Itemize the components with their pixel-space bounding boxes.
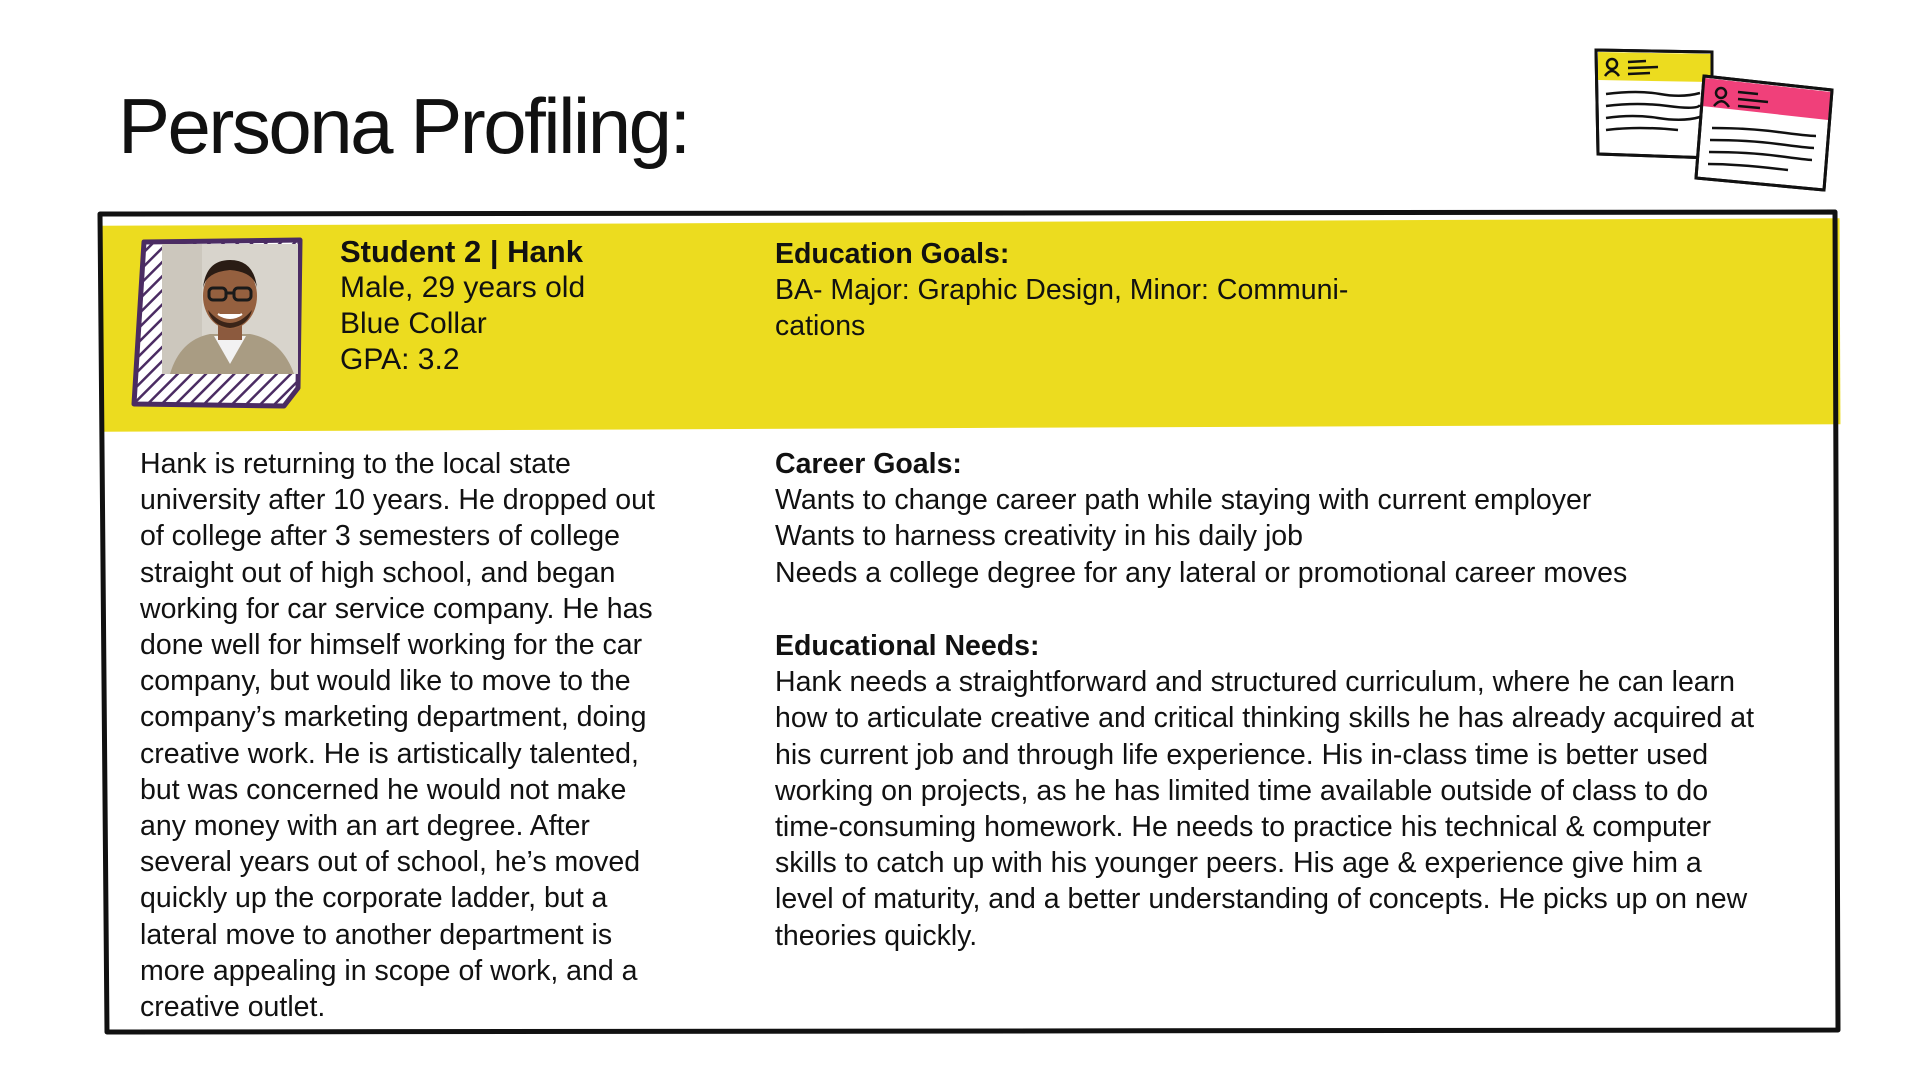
- education-goals-heading: Education Goals:: [775, 238, 1010, 270]
- profile-detail-gpa: GPA: 3.2: [340, 343, 460, 376]
- bio-line: creative outlet.: [140, 991, 326, 1024]
- career-goal-item: Wants to change career path while staying with current employer: [775, 484, 1592, 517]
- bio-line: several years out of school, he’s moved: [140, 846, 641, 879]
- persona-bio: [140, 446, 720, 1025]
- educational-needs-section: [775, 628, 1845, 954]
- bio-line: any money with an art degree. After: [140, 810, 590, 843]
- bio-line: done well for himself working for the car: [140, 629, 643, 662]
- profile-summary: [340, 234, 585, 378]
- career-goals-heading: Career Goals:: [775, 448, 962, 480]
- bio-line: creative work. He is artistically talented,: [140, 737, 639, 770]
- bio-line: more appealing in scope of work, and a: [140, 954, 638, 987]
- educational-needs-line: how to articulate creative and critical thinking skills he has already acquired at: [775, 702, 1755, 735]
- education-goals-line: BA- Major: Graphic Design, Minor: Communi-: [775, 274, 1349, 307]
- bio-line: company, but would like to move to the: [140, 665, 631, 698]
- persona-cards-icon: [1588, 46, 1848, 196]
- educational-needs-line: his current job and through life experience. His in-class time is better used: [775, 738, 1709, 771]
- profile-photo: [162, 244, 298, 374]
- bio-line: but was concerned he would not make: [140, 773, 627, 806]
- educational-needs-heading: Educational Needs:: [775, 630, 1040, 662]
- educational-needs-line: time-consuming homework. He needs to practice his technical & computer: [775, 811, 1712, 844]
- profile-detail-demographics: Male, 29 years old: [340, 271, 586, 304]
- bio-line: straight out of high school, and began: [140, 556, 616, 589]
- education-goals-line: cations: [775, 310, 866, 343]
- bio-line: university after 10 years. He dropped out: [140, 484, 655, 517]
- profile-detail-occupation: Blue Collar: [340, 307, 487, 340]
- bio-line: Hank is returning to the local state: [140, 448, 571, 480]
- career-goal-item: Needs a college degree for any lateral or promotional career moves: [775, 556, 1628, 589]
- educational-needs-line: level of maturity, and a better understanding of concepts. He picks up on new: [775, 883, 1748, 916]
- bio-line: working for car service company. He has: [140, 592, 653, 625]
- education-goals-section: [775, 236, 1845, 345]
- bio-line: of college after 3 semesters of college: [140, 520, 621, 553]
- educational-needs-line: theories quickly.: [775, 919, 978, 952]
- profile-name: Student 2 | Hank: [340, 234, 583, 269]
- career-goal-item: Wants to harness creativity in his daily job: [775, 520, 1304, 553]
- bio-line: quickly up the corporate ladder, but a: [140, 882, 608, 915]
- educational-needs-line: Hank needs a straightforward and structured curriculum, where he can learn: [775, 666, 1735, 699]
- bio-line: company’s marketing department, doing: [140, 701, 647, 734]
- educational-needs-line: working on projects, as he has limited time available outside of class to do: [775, 774, 1709, 807]
- bio-line: lateral move to another department is: [140, 918, 613, 951]
- page-title: Persona Profiling:: [118, 82, 689, 170]
- career-goals-section: [775, 446, 1845, 591]
- educational-needs-line: skills to catch up with his younger peers. His age & experience give him a: [775, 847, 1702, 880]
